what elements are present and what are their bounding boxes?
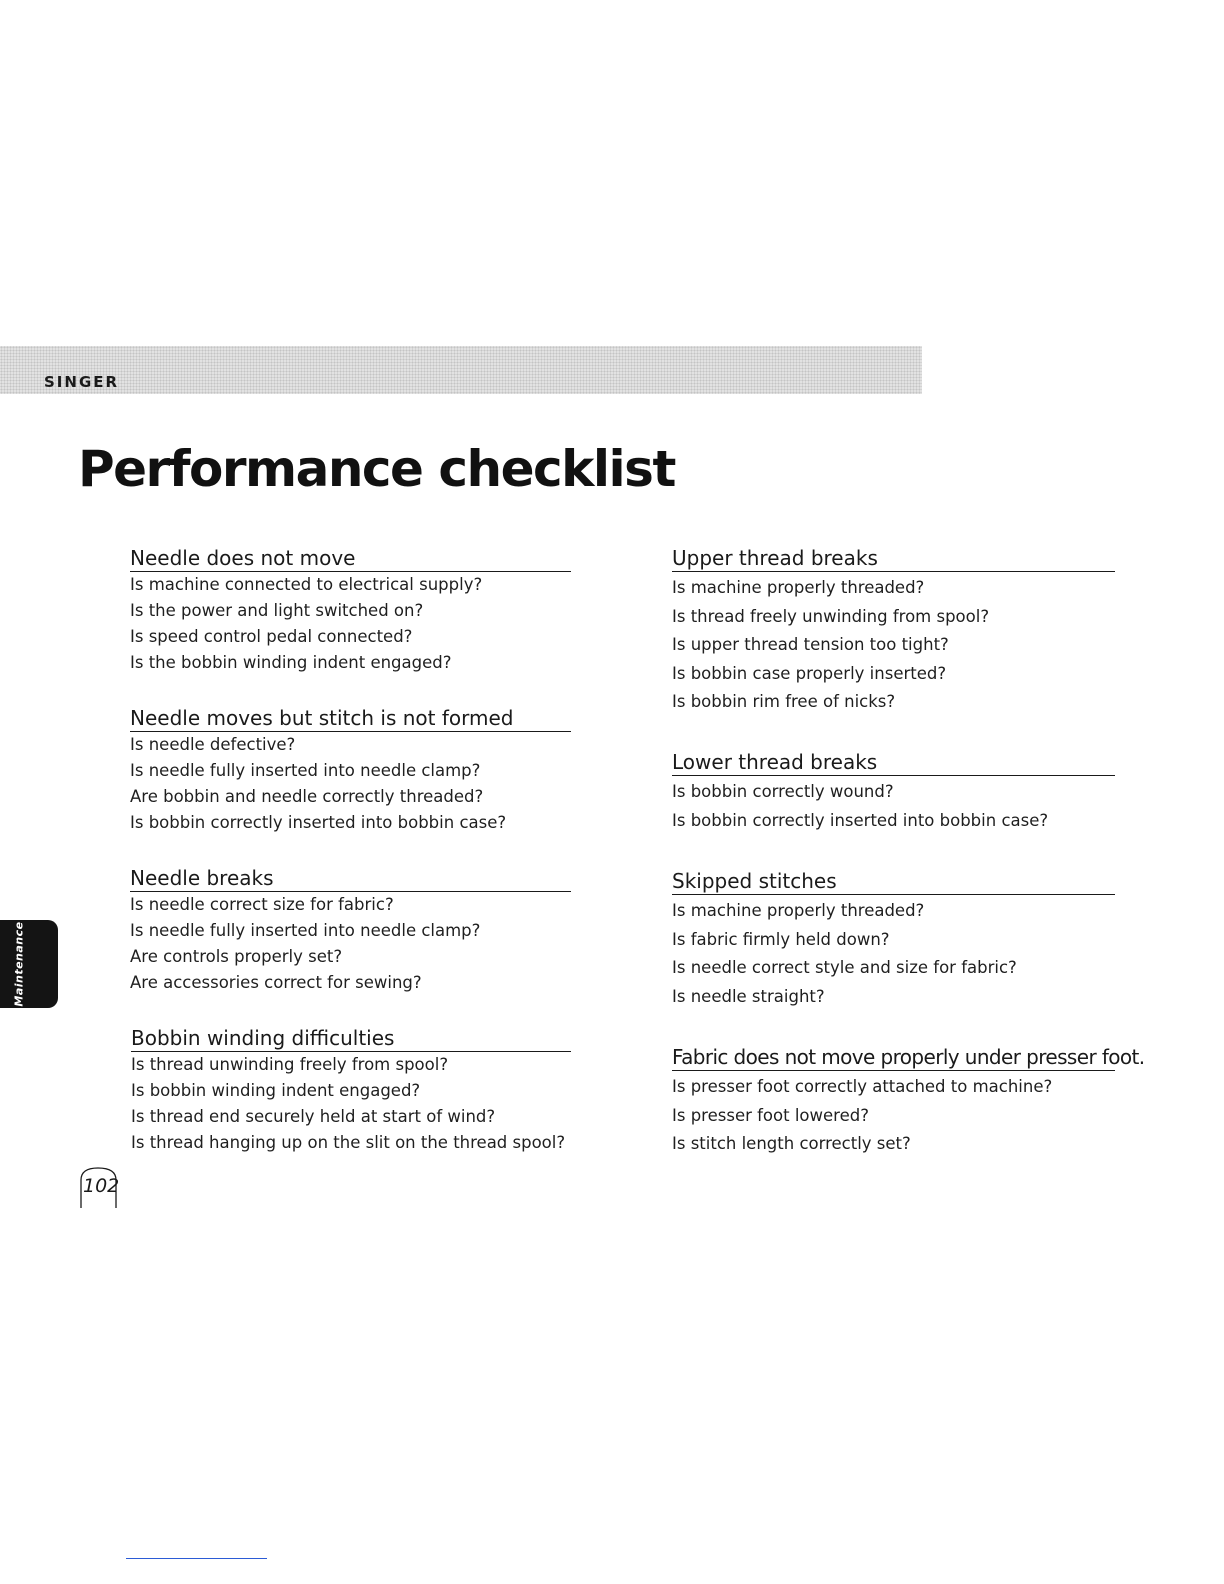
page-title: Performance checklist	[78, 440, 675, 498]
checklist-item: Is needle fully inserted into needle clamp?	[130, 761, 481, 780]
checklist-item: Are controls properly set?	[130, 947, 343, 966]
checklist-item: Is bobbin correctly wound?	[672, 782, 894, 801]
checklist	[672, 778, 1115, 835]
checklist-item: Is needle fully inserted into needle clamp?	[130, 921, 481, 940]
checklist-item: Is thread end securely held at start of wind?	[131, 1107, 496, 1126]
checklist-item: Is fabric firmly held down?	[672, 929, 890, 949]
section-title: Lower thread breaks	[672, 749, 1115, 776]
section-upper-thread-breaks	[672, 545, 1115, 717]
checklist-item: Is upper thread tension too tight?	[672, 635, 949, 654]
checklist-item: Is bobbin case properly inserted?	[672, 663, 947, 683]
section-title: Upper thread breaks	[672, 545, 1115, 572]
checklist-item: Is thread freely unwinding from spool?	[672, 606, 990, 626]
checklist	[130, 892, 571, 996]
section-title: Needle does not move	[130, 545, 571, 572]
checklist-item: Is machine connected to electrical supply?	[130, 575, 483, 594]
section-needle-breaks	[130, 865, 571, 996]
section-bobbin-winding	[131, 1025, 571, 1156]
section-skipped-stitches	[672, 868, 1115, 1011]
section-title: Skipped stitches	[672, 868, 1115, 895]
checklist-item: Is machine properly threaded?	[672, 578, 925, 597]
checklist-item: Is speed control pedal connected?	[130, 627, 413, 646]
scan-artifact-line	[126, 1558, 267, 1559]
section-needle-moves-no-stitch	[130, 705, 571, 836]
checklist-item: Is thread unwinding freely from spool?	[131, 1055, 449, 1074]
page-number-frame	[80, 1166, 118, 1208]
section-lower-thread-breaks	[672, 749, 1115, 835]
checklist-item: Is needle defective?	[130, 735, 296, 754]
section-title: Bobbin winding difficulties	[131, 1025, 571, 1052]
section-needle-does-not-move	[130, 545, 571, 676]
checklist-item: Are accessories correct for sewing?	[130, 973, 422, 992]
checklist-item: Is needle correct size for fabric?	[130, 895, 394, 914]
checklist	[130, 572, 571, 676]
checklist	[131, 1052, 571, 1156]
checklist-item: Is bobbin correctly inserted into bobbin case?	[130, 813, 507, 832]
checklist	[130, 732, 571, 836]
checklist-item: Is presser foot lowered?	[672, 1105, 869, 1125]
checklist-item: Is the power and light switched on?	[130, 601, 424, 620]
section-title: Needle moves but stitch is not formed	[130, 705, 571, 732]
checklist-item: Is needle straight?	[672, 986, 825, 1006]
brand-logo: SINGER	[44, 373, 120, 391]
checklist-item: Is machine properly threaded?	[672, 901, 925, 920]
checklist	[672, 1073, 1115, 1159]
checklist-item: Is thread hanging up on the slit on the thread spool?	[131, 1133, 566, 1152]
checklist-item: Is presser foot correctly attached to machine?	[672, 1077, 1053, 1096]
checklist	[672, 897, 1115, 1011]
checklist	[672, 574, 1115, 717]
checklist-item: Is needle correct style and size for fabric?	[672, 958, 1017, 977]
section-title: Needle breaks	[130, 865, 571, 892]
checklist-item: Is bobbin correctly inserted into bobbin case?	[672, 810, 1049, 830]
side-tab-label: Maintenance	[12, 921, 26, 1007]
checklist-item: Is stitch length correctly set?	[672, 1134, 911, 1153]
section-title: Fabric does not move properly under presser foot.	[672, 1045, 1145, 1069]
page-number: 102	[83, 1175, 120, 1197]
section-fabric-does-not-move	[672, 1044, 1145, 1159]
checklist-item: Are bobbin and needle correctly threaded?	[130, 787, 484, 806]
checklist-item: Is bobbin rim free of nicks?	[672, 692, 896, 711]
checklist-item: Is the bobbin winding indent engaged?	[130, 653, 452, 672]
header-band	[0, 346, 922, 394]
maintenance-side-tab	[0, 920, 58, 1008]
checklist-item: Is bobbin winding indent engaged?	[131, 1081, 421, 1100]
